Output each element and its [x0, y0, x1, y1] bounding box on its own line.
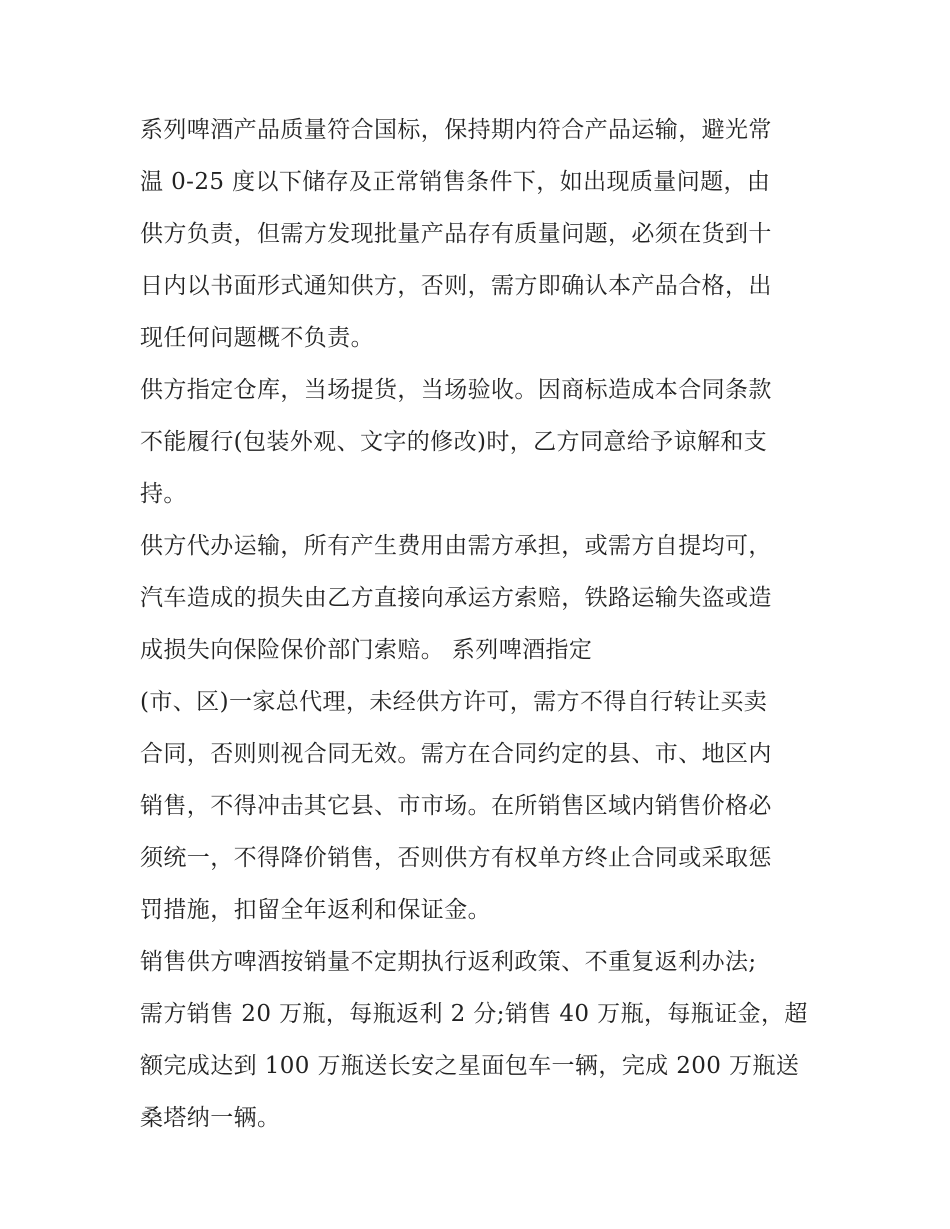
- text-line: 合同，否则则视合同无效。需方在合同约定的县、市、地区内: [140, 741, 772, 767]
- text-line: 不能履行(包装外观、文字的修改)时，乙方同意给予谅解和支: [140, 429, 768, 455]
- text-line: 汽车造成的损失由乙方直接向承运方索赔，铁路运输失盗或造: [140, 585, 772, 611]
- text-line: 系列啤酒产品质量符合国标，保持期内符合产品运输，避光常: [140, 117, 772, 143]
- text-line: 持。: [140, 481, 187, 507]
- text-line: 成损失向保险保价部门索赔。 系列啤酒指定: [140, 637, 593, 663]
- text-line: 须统一，不得降价销售，否则供方有权单方终止合同或采取惩: [140, 845, 772, 871]
- text-line: 现任何问题概不负责。: [140, 325, 374, 351]
- text-line: 供方负责，但需方发现批量产品存有质量问题，必须在货到十: [140, 221, 772, 247]
- text-line: 销售，不得冲击其它县、市市场。在所销售区域内销售价格必: [140, 793, 772, 819]
- text-line: 桑塔纳一辆。: [140, 1105, 281, 1131]
- text-line: 销售供方啤酒按销量不定期执行返利政策、不重复返利办法;: [140, 949, 757, 975]
- text-line: 供方指定仓库，当场提货，当场验收。因商标造成本合同条款: [140, 377, 772, 403]
- text-line: (市、区)一家总代理，未经供方许可，需方不得自行转让买卖: [140, 689, 768, 715]
- text-line: 需方销售 20 万瓶，每瓶返利 2 分;销售 40 万瓶，每瓶证金，超: [140, 1001, 808, 1027]
- text-line: 供方代办运输，所有产生费用由需方承担，或需方自提均可，: [140, 533, 772, 559]
- text-line: 日内以书面形式通知供方，否则，需方即确认本产品合格，出: [140, 273, 772, 299]
- text-line: 额完成达到 100 万瓶送长安之星面包车一辆，完成 200 万瓶送: [140, 1053, 800, 1079]
- document-body: [140, 104, 820, 1144]
- text-line: 温 0-25 度以下储存及正常销售条件下，如出现质量问题，由: [140, 169, 771, 195]
- text-line: 罚措施，扣留全年返利和保证金。: [140, 897, 491, 923]
